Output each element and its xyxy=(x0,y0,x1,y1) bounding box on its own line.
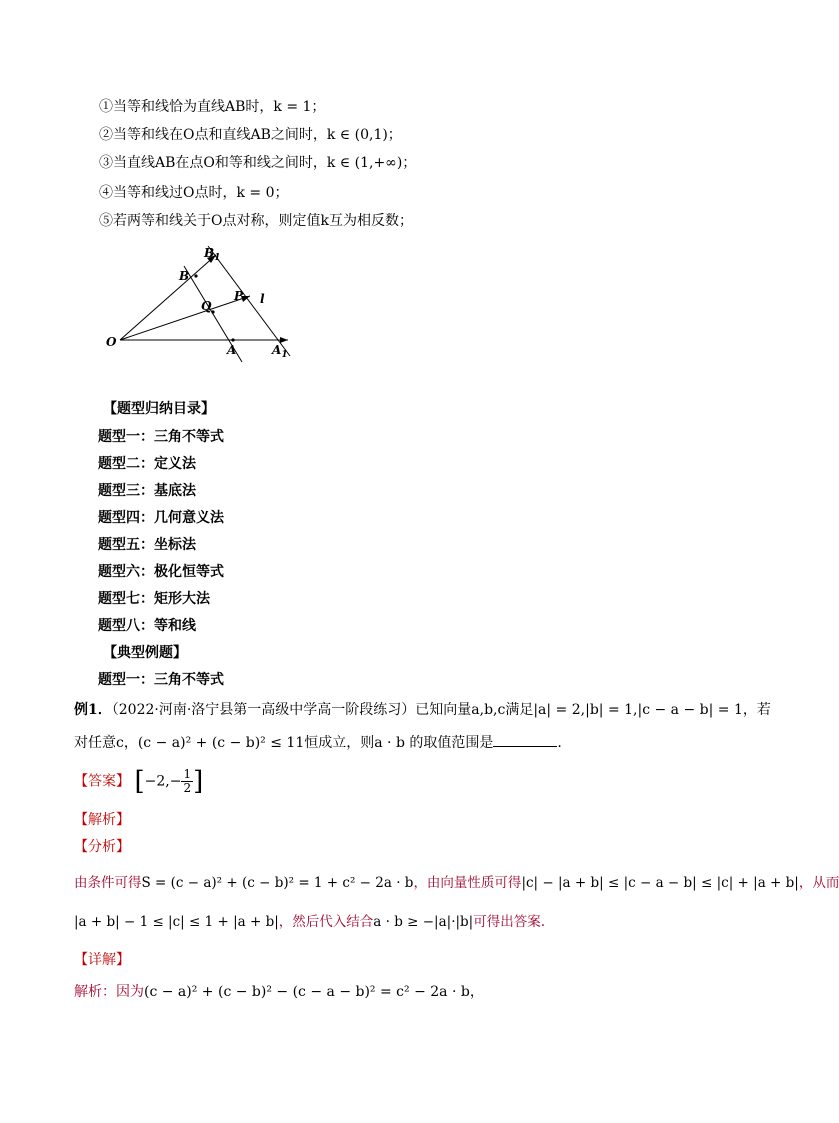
label-b1: $B_1$ xyxy=(204,246,221,263)
label-b: B xyxy=(179,269,190,283)
solution-line xyxy=(74,982,484,1002)
example1-stem1: 已知向量a,b,c满足|a| = 2,|b| = 1,|c − a − b| = 1，若 xyxy=(415,702,771,718)
answer-right-bracket: ] xyxy=(193,766,204,797)
property-5: ⑤若两等和线关于O点对称，则定值k互为相反数； xyxy=(99,213,413,229)
toc-item-1[interactable]: 题型一：三角不等式 xyxy=(98,429,224,445)
toc-item-3[interactable]: 题型三：基底法 xyxy=(98,483,196,499)
toc-item-5[interactable]: 题型五：坐标法 xyxy=(98,537,196,553)
label-p: P xyxy=(234,289,244,303)
section-title: 题型一：三角不等式 xyxy=(98,672,224,688)
answer-prefix: −2,− xyxy=(144,773,182,790)
example1-source: （2022·河南·洛宁县第一高级中学高一阶段练习） xyxy=(111,702,416,718)
example1-period: . xyxy=(557,735,562,751)
example1-label: 例1． xyxy=(74,702,112,718)
point-a xyxy=(231,338,234,341)
property-3: ③当直线AB在点O和等和线之间时，k ∈ (1,+∞)； xyxy=(99,155,417,171)
fenxi-text1: 由条件可得 xyxy=(74,875,142,891)
fenxi-line1 xyxy=(74,873,839,893)
line-o-p xyxy=(120,296,250,340)
toc-item-7[interactable]: 题型七：矩形大法 xyxy=(98,591,210,607)
answer-label: 【答案】 xyxy=(74,773,130,790)
toc-item-4[interactable]: 题型四：几何意义法 xyxy=(98,510,224,526)
answer-blank xyxy=(493,732,557,747)
fenxi-text5: 可得出答案. xyxy=(473,914,546,930)
fenxi-formula4: a · b ≥ −|a|·|b| xyxy=(373,914,474,930)
answer-left-bracket: [ xyxy=(134,766,145,797)
fenxi-formula3: |a + b| − 1 ≤ |c| ≤ 1 + |a + b| xyxy=(74,914,279,930)
toc-title: 【题型归纳目录】 xyxy=(103,401,215,417)
answer-frac-num: 1 xyxy=(183,767,192,781)
property-4: ④当等和线过O点时，k = 0； xyxy=(99,185,289,201)
label-a: A xyxy=(227,343,237,357)
toc-item-2[interactable]: 题型二：定义法 xyxy=(98,456,196,472)
point-q xyxy=(211,310,214,313)
toc-item-8[interactable]: 题型八：等和线 xyxy=(98,618,196,634)
answer-fraction xyxy=(181,768,193,795)
label-q: Q xyxy=(201,299,212,313)
label-a1: $A_1$ xyxy=(272,343,288,360)
fenxi-text3: ，从而 xyxy=(798,875,839,891)
fenxi-text2: ，由向量性质可得 xyxy=(413,875,522,891)
property-1: ①当等和线恰为直线AB时，k = 1； xyxy=(99,99,326,115)
fenxi-formula1: S = (c − a)² + (c − b)² = 1 + c² − 2a · b xyxy=(141,875,414,891)
answer-line xyxy=(74,766,204,797)
fenxi-text4: ，然后代入结合 xyxy=(278,914,374,930)
solution-prefix: 解析：因为 xyxy=(74,984,144,1000)
line-o-b1 xyxy=(120,255,216,340)
point-b xyxy=(194,274,197,277)
answer-frac-den: 2 xyxy=(183,781,192,795)
label-o: O xyxy=(106,335,117,349)
solution-suffix: ， xyxy=(469,984,484,1000)
analysis-label: 【解析】 xyxy=(74,812,130,828)
fenxi-line2 xyxy=(74,912,545,932)
property-2: ②当等和线在O点和直线AB之间时，k ∈ (0,1)； xyxy=(99,127,402,143)
example1-line2 xyxy=(74,732,562,753)
examples-title: 【典型例题】 xyxy=(103,645,187,661)
example1-line1 xyxy=(74,700,771,720)
xiangjie-label: 【详解】 xyxy=(74,952,130,968)
toc-item-6[interactable]: 题型六：极化恒等式 xyxy=(98,564,224,580)
fenxi-label: 【分析】 xyxy=(74,839,130,855)
example1-stem2: 对任意c，(c − a)² + (c − b)² ≤ 11恒成立，则a · b 的取值范围是 xyxy=(74,735,494,751)
solution-formula: (c − a)² + (c − b)² − (c − a − b)² = c² − 2a · b xyxy=(144,984,470,1000)
fenxi-formula2: |c| − |a + b| ≤ |c − a − b| ≤ |c| + |a + b| xyxy=(521,875,799,891)
label-l: l xyxy=(260,292,265,306)
geometry-diagram xyxy=(100,238,300,363)
